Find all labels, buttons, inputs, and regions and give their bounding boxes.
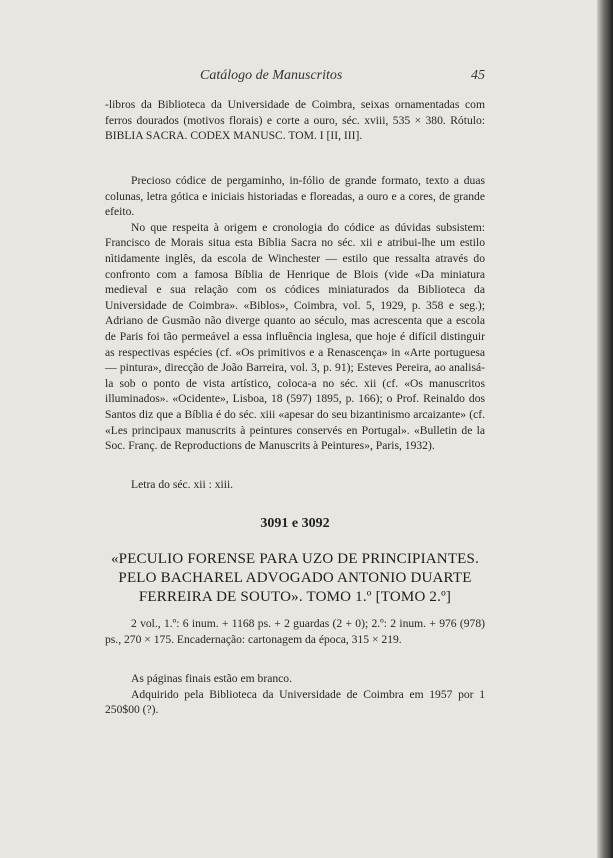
entry-number: 3091 e 3092 [260, 516, 330, 531]
page-number: 45 [471, 68, 485, 83]
continuation-paragraph: -libros da Biblioteca da Universidade de Coimbra, seixas ornamentadas com ferros dourados (motivos florais) e corte a ouro, séc. xviii, 535 × 380. Rótulo: BIBLIA SACRA. CODEX MANUSC. TOM. I [II, III]. [105, 98, 485, 143]
entry-title-line: FERREIRA DE SOUTO». TOMO 1.º [TOMO 2.º] [138, 589, 452, 605]
description-block [105, 173, 485, 454]
description-paragraph-1: Precioso códice de pergaminho, in-fólio de grande formato, texto a duas colunas, letra gótica e iniciais historiadas e floreadas, a ouro e a cores, de grande efeito. [105, 174, 485, 219]
script-date: Letra do séc. xii : xiii. [131, 478, 234, 491]
note-acquisition: Adquirido pela Biblioteca da Universidade de Coimbra em 1957 por 1 250$00 (?). [105, 687, 485, 717]
physical-description: 2 vol., 1.º: 6 inum. + 1168 ps. + 2 guardas (2 + 0); 2.º: 2 inum. + 976 (978) ps., 270 × 175. Encadernação: cartonagem da época, 315 × 219. [105, 617, 485, 646]
entry-title-line: «PECULIO FORENSE PARA UZO DE PRINCIPIANTES. [110, 551, 480, 567]
physical-description-block [105, 616, 485, 647]
note-blank-pages: As páginas finais estão em branco. [131, 672, 292, 685]
entry-title [105, 550, 485, 607]
entry-title-line: PELO BACHAREL ADVOGADO ANTONIO DUARTE [118, 570, 472, 586]
notes-block [105, 671, 485, 718]
continuation-block [105, 97, 485, 144]
script-date-block [105, 477, 485, 493]
page-edge-shadow [597, 0, 613, 858]
running-title: Catálogo de Manuscritos [200, 68, 343, 83]
description-paragraph-2: No que respeita à origem e cronologia do códice as dúvidas subsistem: Francisco de Morais situa esta Bíblia Sacra no séc. xii e atribui-lhe um estilo nìtidamente inglês, da escola de Winchester — estilo que ressalta através do confronto com a famosa Bíblia de Henrique de Blois (vide «Da miniatura medieval e sua relação com os códices miniaturados da Biblioteca da Universidade de Coimbra». «Biblos», Coimbra, vol. 5, 1929, p. 358 e seg.); Adriano de Gusmão não diverge quanto ao século, mas acrescenta que a escola de Paris foi tão permeável a essa influência inglesa, que hoje é difícil distinguir as respectivas espécies (cf. «Os primitivos e a Renascença» in «Arte portuguesa — pintura», direcção de João Barreira, vol. 3, p. 91); Esteves Pereira, ao analisá-la sob o ponto de vista artístico, coloca-a no séc. xii (cf. «Os manuscritos illuminados». «Ocidente», Lisboa, 18 (597) 1895, p. 166); o Prof. Reinaldo dos Santos diz que a Bíblia é do séc. xiii «apesar do seu bizantinismo arcaizante» (cf. «Les principaux manuscrits à peintures conservés en Portugal». «Bulletin de la Soc. Franç. de Reproductions de Manuscrits à Peintures», Paris, 1932). [105, 220, 485, 453]
